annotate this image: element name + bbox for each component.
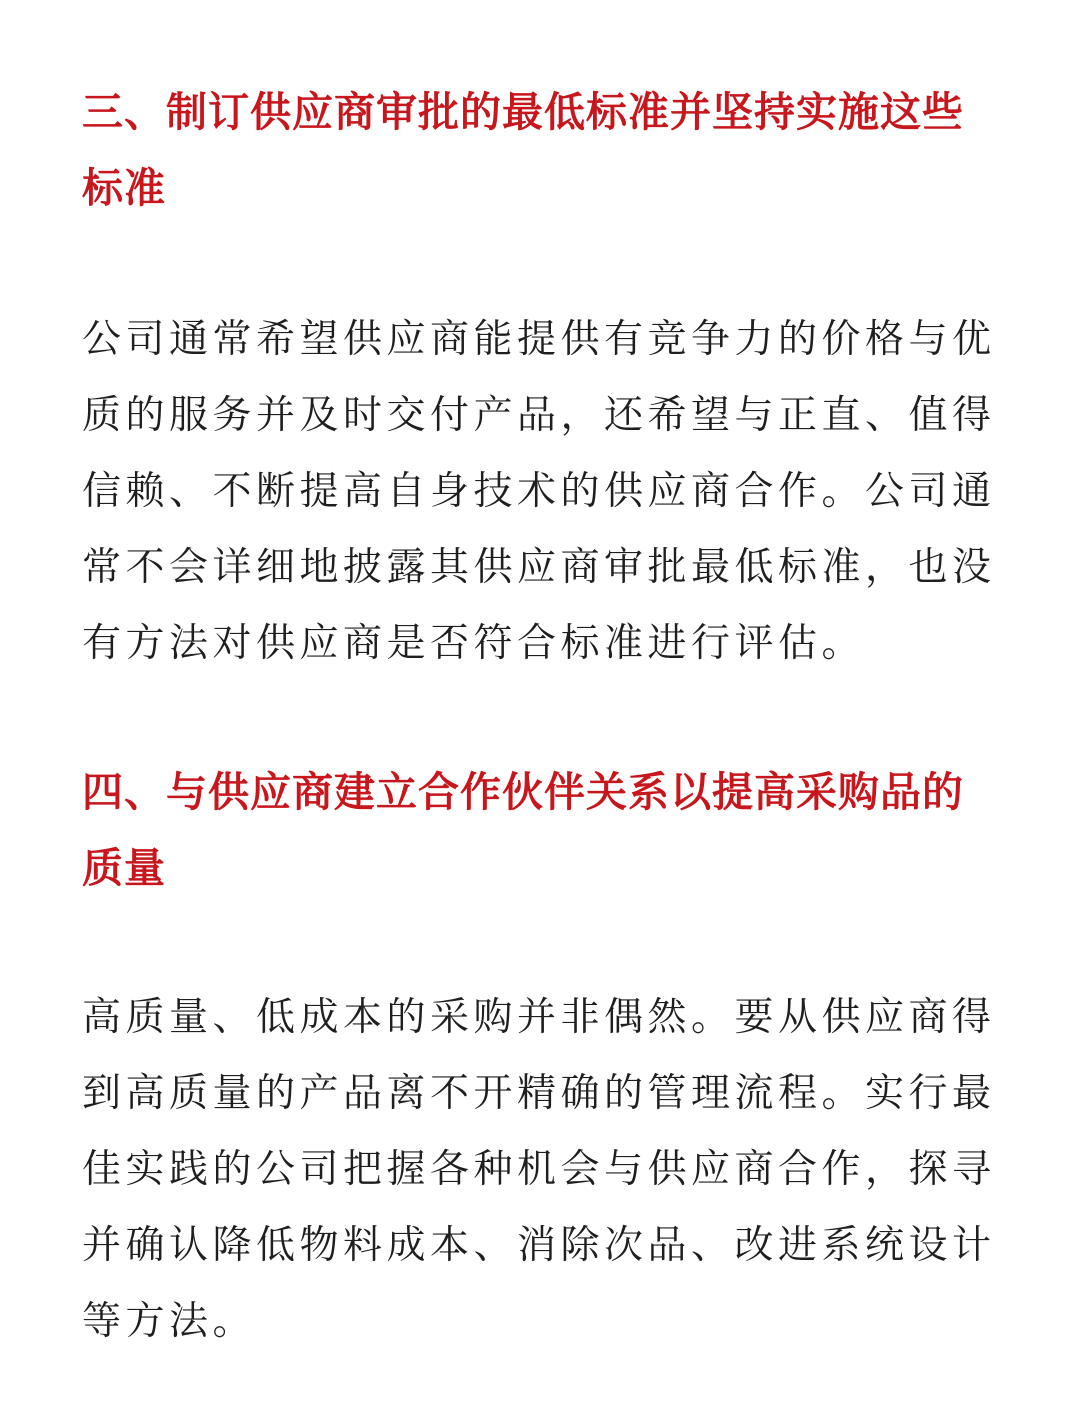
section-3-paragraph: [82, 302, 1000, 682]
section-3-paragraph-line-2: 质的服务并及时交付产品，还希望与正直、值得: [82, 393, 996, 438]
section-4-heading-line-1: 四、与供应商建立合作伙伴关系以提高采购品的: [82, 768, 964, 816]
section-4-paragraph-line-5: 等方法。: [82, 1299, 257, 1344]
section-3-paragraph-line-4: 常不会详细地披露其供应商审批最低标准，也没: [82, 545, 996, 590]
section-3-paragraph-line-3: 信赖、不断提高自身技术的供应商合作。公司通: [82, 469, 996, 514]
section-3-paragraph-line-5: 有方法对供应商是否符合标准进行评估。: [82, 621, 866, 666]
section-4-paragraph-line-4: 并确认降低物料成本、消除次品、改进系统设计: [82, 1223, 996, 1268]
section-3-heading-line-1: 三、制订供应商审批的最低标准并坚持实施这些: [82, 88, 964, 136]
section-4-paragraph-line-3: 佳实践的公司把握各种机会与供应商合作，探寻: [82, 1147, 996, 1192]
section-4-paragraph: [82, 980, 1000, 1360]
section-4-heading-line-2: 质量: [82, 844, 166, 892]
section-3-heading: [82, 74, 1000, 226]
section-4-heading: [82, 754, 1000, 906]
section-4-paragraph-line-2: 到高质量的产品离不开精确的管理流程。实行最: [82, 1071, 996, 1116]
section-3-paragraph-line-1: 公司通常希望供应商能提供有竞争力的价格与优: [82, 317, 996, 362]
section-3-heading-line-2: 标准: [82, 164, 166, 212]
section-4-paragraph-line-1: 高质量、低成本的采购并非偶然。要从供应商得: [82, 995, 996, 1040]
